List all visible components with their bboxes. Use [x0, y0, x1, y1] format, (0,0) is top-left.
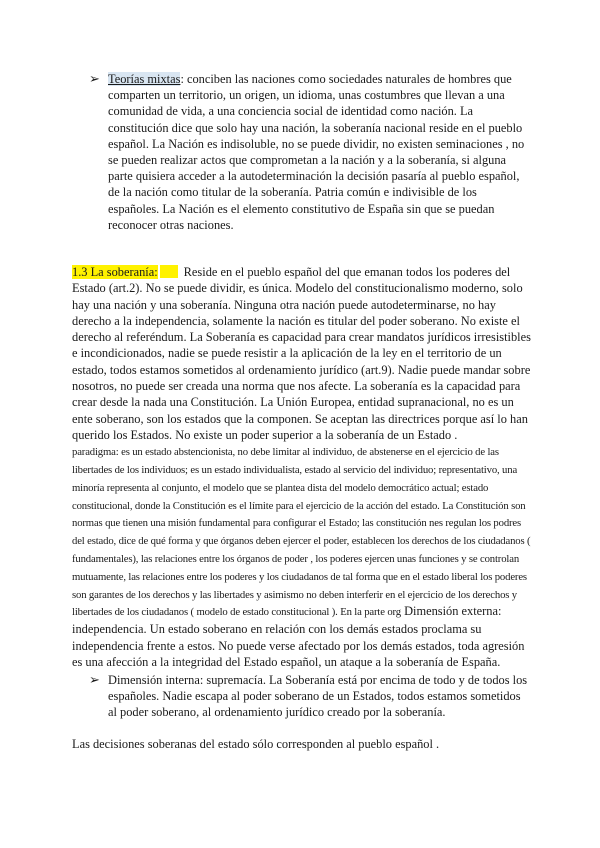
soberania-text-2: Dimensión externa: independencia. Un estado soberano en relación con los demás estados proclama su independencia frente a estos. No puede verse afectado por los demás estados, toda agresión es una afección a la integridad del Estado español, un ataque a la soberanía de España. [72, 604, 525, 669]
teorias-mixtas-text: : conciben las naciones como sociedades naturales de hombres que comparten un territorio, un origen, un idioma, unas costumbres que llevan a una comunidad de vida, a una conciencia social de identidad como nación. La constitución dice que solo hay una nación, la soberanía nacional reside en el pueblo español. La Nación es indisoluble, no se puede dividir, no existen seminaciones , no se pueden realizar actos que comprometan a la nación y a la soberanía, si alguna parte quisiera acceder a la autodeterminación la decisión pasaría al pueblo español, de la nación como titular de la soberanía. Patria común e indivisible de los españoles. La Nación es el elemento constitutivo de España sin que se puedan reconocer otras naciones. [108, 72, 525, 232]
arrow-bullet-icon: ➢ [89, 672, 100, 687]
arrow-bullet-icon: ➢ [89, 71, 100, 86]
dimension-interna-paragraph: Dimensión interna: supremacía. La Soberanía está por encima de todo y de todos los españoles. Nadie escapa al poder soberano de un Estados, todos estamos sometidos al poder soberano, al ordenamiento jurídico creado por la soberanía. [108, 673, 528, 720]
highlight-mark [160, 265, 178, 278]
teorias-mixtas-bullet [90, 71, 530, 233]
soberania-heading: 1.3 La soberanía: [72, 265, 158, 279]
dimension-interna-bullet [90, 672, 530, 721]
closing-paragraph: Las decisiones soberanas del estado sólo corresponden al pueblo español . [72, 737, 440, 751]
teorias-mixtas-paragraph [108, 71, 530, 233]
teorias-mixtas-term: Teorías mixtas [108, 72, 181, 86]
soberania-small-text: paradigma: es un estado abstencionista, no debe limitar al individuo, de abstenerse en el ejercicio de las libertades de los individuos; es un estado individualista, estado al servicio del individuo; representativo, una minoría representa al conjunto, el modelo que se plantea dista del modelo democrático actual; estado constitucional, donde la Constitución es el límite para el ejercicio de la acción del estado. La Constitución son normas que tienen una misión fundamental para configurar el Estado; las constitución nes regulan los podres del estado, dice de qué forma y que órganos deben ejercer el poder, establecen los derechos de los ciudadanos ( fundamentales), las relaciones entre los órganos de poder , los poderes ejercen unas funciones y se controlan mutuamente, las relaciones entre los poderes y los ciudadanos de tal forma que en el estado liberal los poderes son garantes de los derechos y las libertades y asimismo no deben interferir en el ejercicio de los derechos y libertades de los ciudadanos ( modelo de estado constitucional ). En la parte org [72, 446, 531, 619]
soberania-section [72, 264, 532, 670]
soberania-text-1: Reside en el pueblo español del que emanan todos los poderes del Estado (art.2). No se puede dividir, es única. Modelo del constitucionalismo moderno, solo hay una nación y una soberanía. Ninguna otra nación puede autodeterminarse, no hay derecho a la independencia, solamente la nación es titular del poder soberano. No existe el derecho al referéndum. La Soberanía es capacidad para crear mandatos jurídicos irresistibles e incondicionados, nadie se puede resistir a la aplicación de la ley en el territorio de un estado, todos estamos sometidos al ordenamiento jurídico (art.9). Nadie puede mandar sobre nosotros, no puede ser creada una norma que nos afecte. La soberanía es la capacidad para crear desde la nada una Constitución. La Unión Europea, entidad supranacional, no es un ente soberano, son los estados que la componen. Se aceptan las directrices porque así lo han querido los Estados. No existe un poder superior a la soberanía de un Estado . [72, 265, 531, 442]
